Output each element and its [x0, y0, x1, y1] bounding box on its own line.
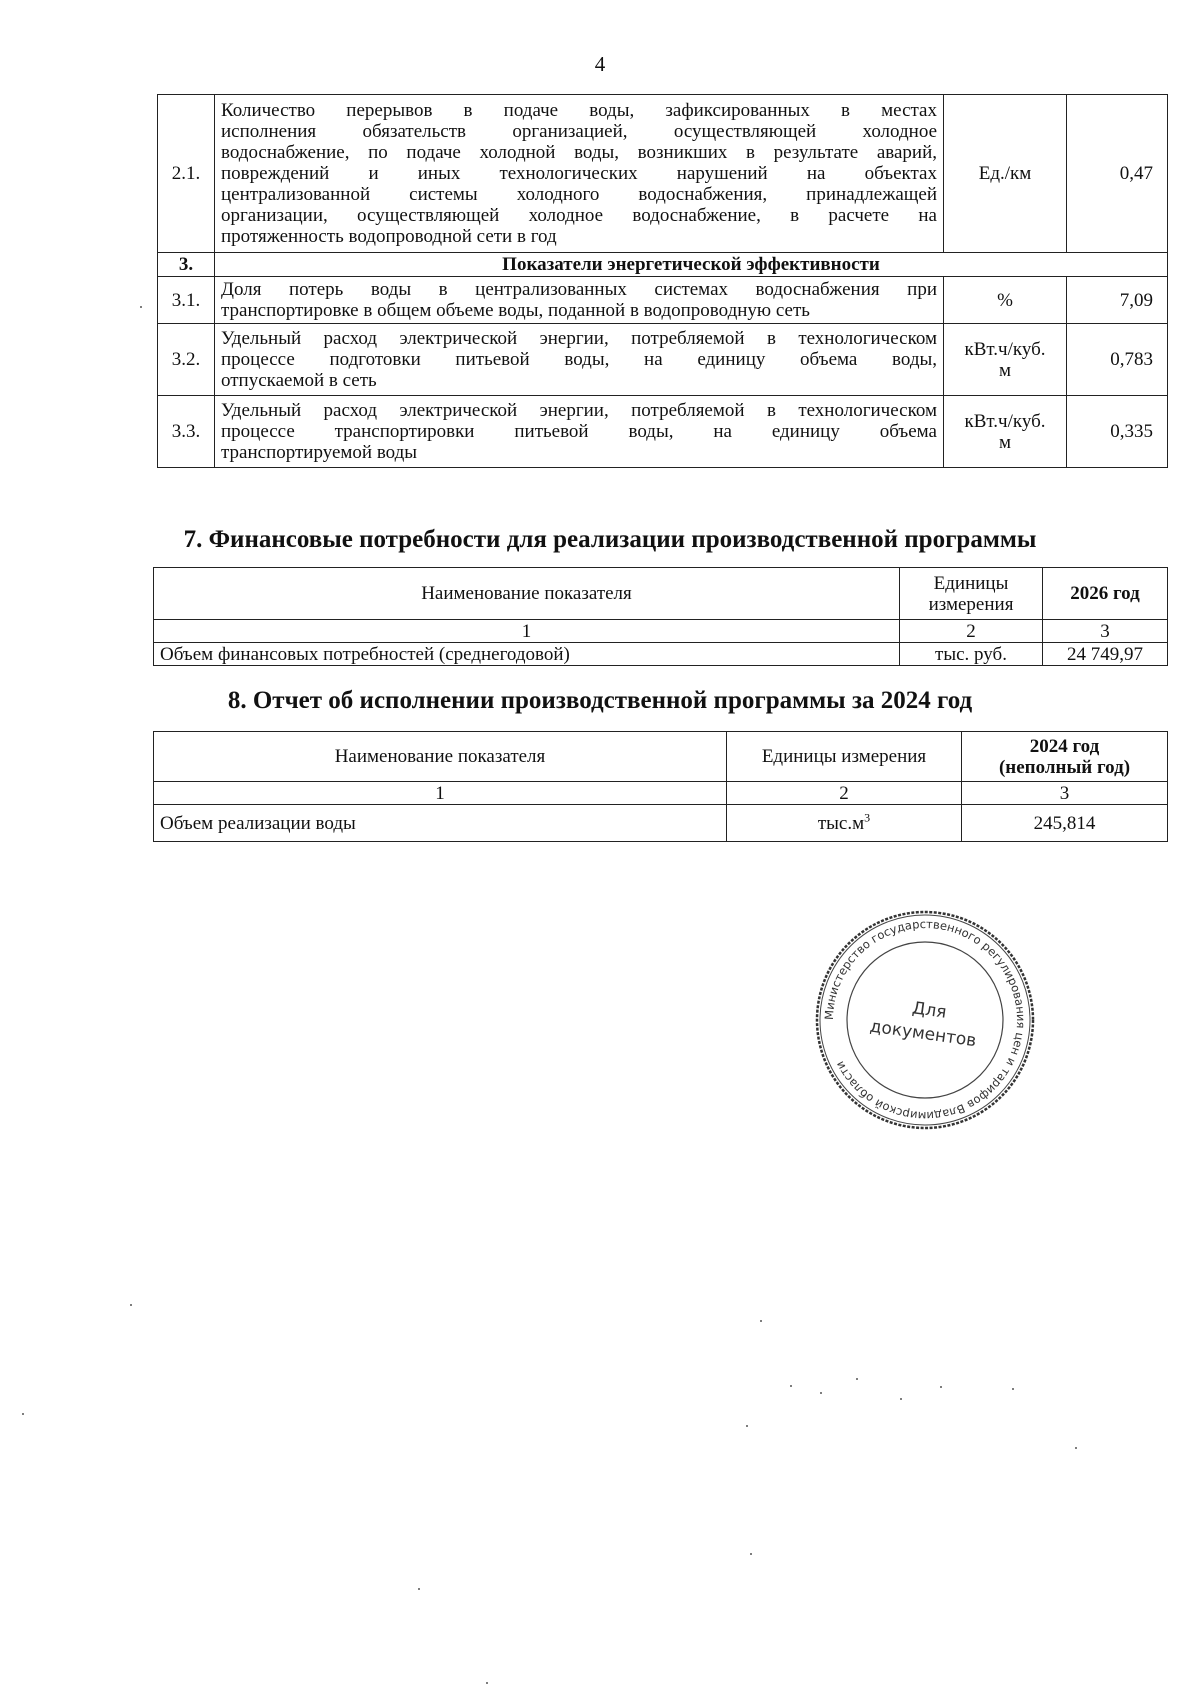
text-line: процессе подготовки питьевой воды, на единицу объема воды, [221, 349, 937, 370]
scan-speck [940, 1386, 942, 1388]
stamp-outer-ring [817, 912, 1033, 1128]
financial-needs-table [153, 567, 1168, 666]
column-number: 2 [900, 620, 1043, 643]
header-line: измерения [928, 593, 1014, 615]
page-number: 4 [594, 52, 606, 76]
column-header-unit [900, 568, 1043, 620]
row-value: 245,814 [962, 805, 1168, 842]
unit-line: кВт.ч/куб. [964, 338, 1046, 360]
column-header-name: Наименование показателя [154, 732, 727, 782]
indicators-table [157, 94, 1168, 468]
indicator-name [215, 95, 944, 253]
row-name: Объем реализации воды [154, 805, 727, 842]
section-title: Показатели энергетической эффективности [215, 253, 1168, 277]
unit-cell [944, 396, 1067, 468]
scan-speck [856, 1378, 858, 1380]
row-number: 3.3. [158, 396, 215, 468]
text-line: Удельный расход электрической энергии, потребляемой в технологическом [221, 328, 937, 349]
header-line: 2024 год [1029, 735, 1100, 757]
column-number: 3 [1043, 620, 1168, 643]
table-row [154, 805, 1168, 842]
column-number: 2 [727, 782, 962, 805]
text-line: исполнения обязательств организацией, осуществляющей холодное [221, 121, 937, 142]
table-row [158, 95, 1168, 253]
stamp-ring-text-path: Министерство государственного регулирования цен и тарифов Владимирской области [821, 916, 1029, 1124]
value-cell: 0,335 [1067, 396, 1168, 468]
column-number: 1 [154, 620, 900, 643]
column-header-name: Наименование показателя [154, 568, 900, 620]
text-line: протяженность водопроводной сети в год [221, 226, 557, 247]
indicator-name [215, 277, 944, 324]
value-cell: 0,47 [1067, 95, 1168, 253]
column-header-unit: Единицы измерения [727, 732, 962, 782]
program-report-table [153, 731, 1168, 842]
column-header-year: 2026 год [1043, 568, 1168, 620]
column-number-row [154, 782, 1168, 805]
unit-cell [944, 324, 1067, 396]
unit-text: тыс.м [817, 812, 865, 834]
unit-cell: Ед./км [944, 95, 1067, 253]
value-cell: 0,783 [1067, 324, 1168, 396]
unit-line: м [998, 431, 1012, 453]
row-value: 24 749,97 [1043, 643, 1168, 666]
row-number: 2.1. [158, 95, 215, 253]
header-line: (неполный год) [998, 756, 1131, 778]
scan-speck [790, 1385, 792, 1387]
indicator-name [215, 396, 944, 468]
section-number: 3. [158, 253, 215, 277]
indicator-name [215, 324, 944, 396]
table-row [158, 324, 1168, 396]
text-line: организации, осуществляющей холодное водоснабжение, в расчете на [221, 205, 937, 226]
section-8-heading: 8. Отчет об исполнении производственной программы за 2024 год [227, 687, 973, 714]
text-line: процессе транспортировки питьевой воды, на единицу объема [221, 421, 937, 442]
stamp-center-line1: Для [910, 998, 948, 1023]
unit-line: кВт.ч/куб. [964, 410, 1046, 432]
section-row [158, 253, 1168, 277]
column-number: 1 [154, 782, 727, 805]
value-cell: 7,09 [1067, 277, 1168, 324]
column-header-year [962, 732, 1168, 782]
unit-cell: % [944, 277, 1067, 324]
scan-speck [140, 306, 142, 308]
scan-speck [1012, 1388, 1014, 1390]
unit-superscript: 3 [864, 810, 871, 825]
scan-speck [820, 1392, 822, 1394]
scan-speck [746, 1425, 748, 1427]
scan-speck [418, 1588, 420, 1590]
text-line: повреждений и иных технологических нарушений на объектах [221, 163, 937, 184]
table-row [158, 396, 1168, 468]
scan-speck [1075, 1447, 1077, 1449]
section-7-heading: 7. Финансовые потребности для реализации производственной программы [183, 526, 1037, 553]
stamp-outer-ring-inner [820, 915, 1030, 1125]
stamp-ring-text [822, 917, 1028, 1123]
text-line: отпускаемой в сеть [221, 370, 377, 391]
text-line: транспортировке в общем объеме воды, поданной в водопроводную сеть [221, 300, 810, 321]
scan-speck [750, 1553, 752, 1555]
stamp-center-line2: документов [868, 1016, 978, 1052]
table-row [158, 277, 1168, 324]
scan-speck [130, 1304, 132, 1306]
scan-speck [900, 1398, 902, 1400]
text-line: централизованной системы холодного водоснабжения, принадлежащей [221, 184, 937, 205]
text-line: Количество перерывов в подаче воды, зафиксированных в местах [221, 100, 937, 121]
column-number-row [154, 620, 1168, 643]
scan-speck [22, 1413, 24, 1415]
text-line: Доля потерь воды в централизованных системах водоснабжения при [221, 279, 937, 300]
column-number: 3 [962, 782, 1168, 805]
unit-line: м [998, 359, 1012, 381]
official-stamp [810, 905, 1040, 1135]
scan-speck [760, 1320, 762, 1322]
row-unit [727, 805, 962, 842]
row-number: 3.2. [158, 324, 215, 396]
scan-speck [486, 1682, 488, 1684]
row-name: Объем финансовых потребностей (среднегодовой) [154, 643, 900, 666]
row-number: 3.1. [158, 277, 215, 324]
table-row [154, 643, 1168, 666]
table-header-row [154, 732, 1168, 782]
row-unit: тыс. руб. [900, 643, 1043, 666]
header-line: Единицы [933, 572, 1009, 594]
text-line: водоснабжение, по подаче холодной воды, возникших в результате аварий, [221, 142, 937, 163]
text-line: Удельный расход электрической энергии, потребляемой в технологическом [221, 400, 937, 421]
text-line: транспортируемой воды [221, 442, 418, 463]
table-header-row [154, 568, 1168, 620]
